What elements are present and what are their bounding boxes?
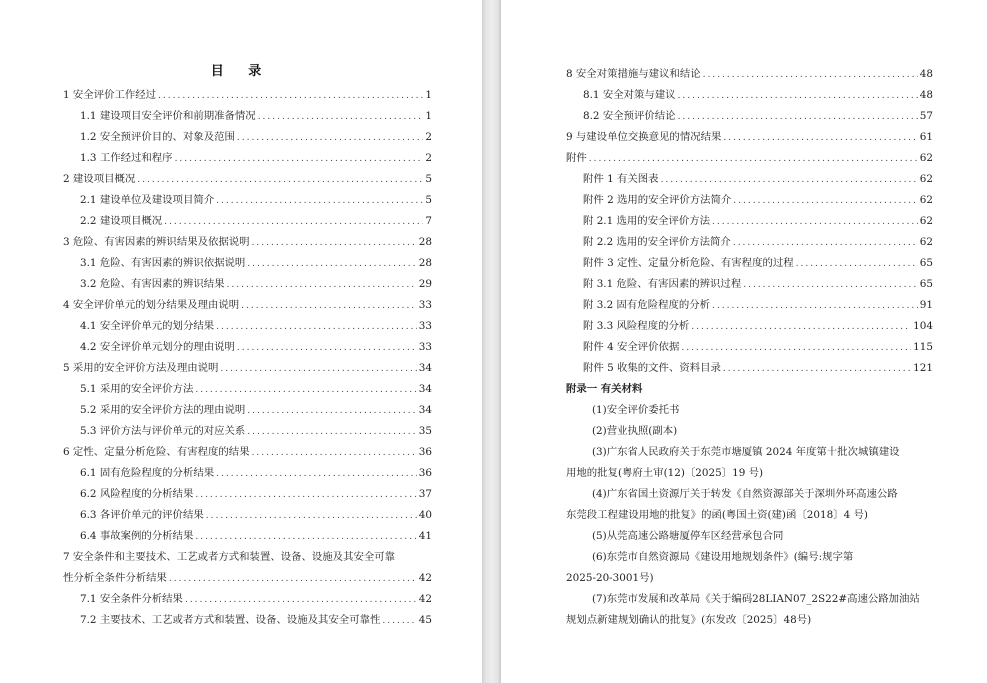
toc-leader-dots: [258, 107, 424, 127]
toc-leader-dots: [247, 254, 416, 274]
toc-leader-dots: [661, 170, 918, 190]
toc-entry[interactable]: [566, 337, 933, 358]
appendix-item-line: (7)东莞市发展和改革局《关于编码28LIAN07_2S22#高速公路加油站: [592, 593, 920, 605]
toc-entry-label: 3 危险、有害因素的辨识结果及依据说明: [63, 236, 250, 248]
toc-page-number: 1: [425, 89, 432, 101]
toc-page-number: 45: [418, 614, 432, 626]
toc-entry-label: 7.1 安全条件分析结果: [80, 593, 183, 605]
toc-leader-dots: [252, 443, 417, 463]
toc-page-number: 121: [913, 362, 933, 374]
toc-leader-dots: [227, 275, 417, 295]
toc-leader-dots: [195, 527, 416, 547]
toc-entry-wrapped-line[interactable]: 7 安全条件和主要技术、工艺或者方式和装置、设备、设施及其安全可靠: [63, 551, 396, 563]
toc-entry[interactable]: [566, 190, 933, 211]
toc-entry-label: 附 2.2 选用的安全评价方法简介: [583, 236, 731, 248]
toc-entry-label: 附件 5 收集的文件、资料目录: [583, 362, 721, 374]
toc-entry-label: 附 3.1 危险、有害因素的辨识过程: [583, 278, 742, 290]
toc-page-number: 62: [919, 152, 933, 164]
toc-page-number: 2: [425, 152, 432, 164]
toc-leader-dots: [723, 128, 917, 148]
toc-page-number: 33: [418, 320, 432, 332]
toc-entry[interactable]: [63, 169, 432, 190]
toc-entry-label: 5.3 评价方法与评价单元的对应关系: [80, 425, 246, 437]
toc-entry-label: 7.2 主要技术、工艺或者方式和装置、设备、设施及其安全可靠性: [80, 614, 381, 626]
toc-leader-dots: [703, 65, 918, 85]
toc-leader-dots: [723, 359, 911, 379]
toc-entry[interactable]: [566, 358, 933, 379]
toc-entry[interactable]: [63, 232, 432, 253]
toc-entry[interactable]: [566, 64, 933, 85]
toc-leader-dots: [206, 506, 417, 526]
toc-entry-label: 1.3 工作经过和程序: [80, 152, 173, 164]
toc-page-number: 1: [425, 110, 432, 122]
toc-leader-dots: [733, 191, 917, 211]
toc-leader-dots: [589, 149, 918, 169]
toc-leader-dots: [796, 254, 918, 274]
toc-entry-label: 8 安全对策措施与建议和结论: [566, 68, 701, 80]
toc-page-number: 104: [913, 320, 933, 332]
toc-entry-label: 附 2.1 选用的安全评价方法: [583, 215, 711, 227]
appendix-item-line: (2)营业执照(副本): [592, 425, 678, 437]
toc-entry[interactable]: [63, 442, 432, 463]
appendix-item-line: (4)广东省国土资源厅关于转发《自然资源部关于深圳外环高速公路: [592, 488, 898, 500]
toc-page-number: 91: [919, 299, 933, 311]
toc-leader-dots: [195, 485, 416, 505]
toc-entry[interactable]: [63, 379, 432, 400]
toc-page-number: 42: [418, 593, 432, 605]
toc-page-number: 29: [418, 278, 432, 290]
toc-entry-label: 性分析全条件分析结果: [63, 572, 167, 584]
toc-entry[interactable]: [63, 85, 432, 106]
toc-page-number: 35: [418, 425, 432, 437]
appendix-item-line: 规划点新建规划确认的批复》(东发改〔2025〕48号): [566, 614, 812, 626]
toc-entry-label: 附件 4 安全评价依据: [583, 341, 680, 353]
toc-leader-dots: [185, 590, 417, 610]
toc-entry[interactable]: [566, 148, 933, 169]
toc-leader-dots: [247, 401, 416, 421]
toc-leader-dots: [216, 317, 417, 337]
toc-page-number: 2: [425, 131, 432, 143]
toc-entry-label: 5.1 采用的安全评价方法: [80, 383, 194, 395]
toc-left-column: [63, 85, 432, 631]
toc-leader-dots: [137, 170, 423, 190]
toc-entry-label: 1 安全评价工作经过: [63, 89, 157, 101]
toc-leader-dots: [169, 569, 417, 589]
toc-leader-dots: [712, 212, 918, 232]
toc-entry[interactable]: [63, 526, 432, 547]
toc-entry[interactable]: [63, 337, 432, 358]
toc-entry-label: 1.1 建设项目安全评价和前期准备情况: [80, 110, 256, 122]
toc-entry-label: 6.3 各评价单元的评价结果: [80, 509, 204, 521]
toc-entry-label: 8.2 安全预评价结论: [583, 110, 676, 122]
toc-right-column: [566, 64, 933, 631]
toc-entry-label: 6.1 固有危险程度的分析结果: [80, 467, 215, 479]
toc-page-number: 61: [919, 131, 933, 143]
toc-entry[interactable]: [63, 148, 432, 169]
toc-leader-dots: [216, 464, 417, 484]
toc-leader-dots: [247, 422, 416, 442]
toc-page-number: 34: [418, 362, 432, 374]
toc-page-number: 33: [418, 299, 432, 311]
toc-page-number: 65: [919, 257, 933, 269]
toc-page-number: 5: [425, 194, 432, 206]
toc-entry-label: 5 采用的安全评价方法及理由说明: [63, 362, 219, 374]
toc-page-number: 36: [418, 467, 432, 479]
toc-entry[interactable]: [63, 211, 432, 232]
page-gutter: [482, 0, 501, 683]
toc-entry[interactable]: [566, 127, 933, 148]
toc-entry-label: 附件 2 选用的安全评价方法简介: [583, 194, 732, 206]
toc-page-number: 48: [919, 89, 933, 101]
toc-entry-label: 附件 3 定性、定量分析危险、有害程度的过程: [583, 257, 794, 269]
toc-leader-dots: [237, 128, 423, 148]
toc-page-number: 62: [919, 173, 933, 185]
toc-page-number: 7: [425, 215, 432, 227]
toc-page-number: 65: [919, 278, 933, 290]
toc-entry[interactable]: [566, 211, 933, 232]
toc-page-number: 62: [919, 236, 933, 248]
toc-entry[interactable]: [63, 400, 432, 421]
toc-entry-label: 2.2 建设项目概况: [80, 215, 163, 227]
toc-title: 目 录: [210, 64, 272, 79]
toc-entry-label: 6 定性、定量分析危险、有害程度的结果: [63, 446, 250, 458]
toc-entry[interactable]: [63, 484, 432, 505]
toc-entry[interactable]: [63, 190, 432, 211]
toc-page-number: 34: [418, 383, 432, 395]
toc-entry[interactable]: [63, 568, 432, 589]
toc-entry[interactable]: [63, 316, 432, 337]
toc-entry-label: 附 3.3 风险程度的分析: [583, 320, 690, 332]
toc-leader-dots: [158, 86, 423, 106]
toc-leader-dots: [681, 338, 911, 358]
toc-page-number: 57: [919, 110, 933, 122]
toc-entry-label: 6.4 事故案例的分析结果: [80, 530, 194, 542]
toc-leader-dots: [237, 338, 417, 358]
toc-page-number: 28: [418, 257, 432, 269]
toc-entry[interactable]: [63, 421, 432, 442]
toc-entry[interactable]: [566, 274, 933, 295]
toc-page-number: 34: [418, 404, 432, 416]
toc-entry[interactable]: [63, 505, 432, 526]
appendix-item-line: 用地的批复(粤府土审(12)〔2025〕19 号): [566, 467, 764, 479]
toc-entry-label: 附件 1 有关图表: [583, 173, 659, 185]
toc-entry[interactable]: [566, 253, 933, 274]
toc-entry-label: 附 3.2 固有危险程度的分析: [583, 299, 711, 311]
toc-entry[interactable]: [63, 106, 432, 127]
toc-entry[interactable]: [63, 610, 432, 631]
toc-entry[interactable]: [63, 127, 432, 148]
toc-page-number: 5: [425, 173, 432, 185]
toc-entry-label: 2 建设项目概况: [63, 173, 136, 185]
toc-page-number: 28: [418, 236, 432, 248]
toc-entry[interactable]: [566, 169, 933, 190]
toc-leader-dots: [220, 359, 416, 379]
toc-leader-dots: [216, 191, 423, 211]
appendix-heading: 附录一 有关材料: [566, 383, 643, 395]
appendix-item-line: (1)安全评价委托书: [592, 404, 680, 416]
toc-entry-label: 5.2 采用的安全评价方法的理由说明: [80, 404, 246, 416]
appendix-item-line: (6)东莞市自然资源局《建设用地规划条件》(编号:规字第: [592, 551, 854, 563]
toc-entry-label: 9 与建设单位交换意见的情况结果: [566, 131, 722, 143]
toc-leader-dots: [712, 296, 918, 316]
appendix-item-line: 2025-20-3001号): [566, 572, 654, 584]
toc-entry-label: 3.1 危险、有害因素的辨识依据说明: [80, 257, 246, 269]
toc-leader-dots: [382, 611, 416, 631]
toc-leader-dots: [743, 275, 918, 295]
toc-entry[interactable]: [63, 274, 432, 295]
toc-entry[interactable]: [63, 358, 432, 379]
toc-page-number: 62: [919, 194, 933, 206]
toc-entry[interactable]: [63, 295, 432, 316]
toc-page-number: 62: [919, 215, 933, 227]
toc-leader-dots: [678, 107, 918, 127]
toc-page-number: 37: [418, 488, 432, 500]
toc-leader-dots: [195, 380, 416, 400]
toc-entry[interactable]: [63, 463, 432, 484]
toc-page-number: 42: [418, 572, 432, 584]
toc-entry[interactable]: [566, 232, 933, 253]
toc-leader-dots: [252, 233, 417, 253]
toc-page-number: 41: [418, 530, 432, 542]
toc-leader-dots: [733, 233, 918, 253]
toc-entry-label: 4 安全评价单元的划分结果及理由说明: [63, 299, 240, 311]
toc-leader-dots: [691, 317, 911, 337]
toc-leader-dots: [175, 149, 424, 169]
toc-page-number: 48: [919, 68, 933, 80]
appendix-item-line: (5)从莞高速公路塘厦停车区经营承包合同: [592, 530, 784, 542]
toc-page-number: 40: [418, 509, 432, 521]
appendix-item-line: (3)广东省人民政府关于东莞市塘厦镇 2024 年度第十批次城镇建设: [592, 446, 900, 458]
toc-entry[interactable]: [566, 295, 933, 316]
toc-entry-label: 4.2 安全评价单元划分的理由说明: [80, 341, 235, 353]
toc-entry[interactable]: [566, 85, 933, 106]
toc-entry[interactable]: [63, 253, 432, 274]
toc-page-number: 36: [418, 446, 432, 458]
toc-entry-label: 4.1 安全评价单元的划分结果: [80, 320, 215, 332]
toc-entry-label: 8.1 安全对策与建议: [583, 89, 676, 101]
toc-page-number: 115: [913, 341, 933, 353]
toc-leader-dots: [164, 212, 423, 232]
toc-entry-label: 1.2 安全预评价目的、对象及范围: [80, 131, 235, 143]
appendix-item-line: 东莞段工程建设用地的批复》的函(粤国土资(建)函〔2018〕4 号): [566, 509, 868, 521]
toc-entry-label: 附件: [566, 152, 587, 164]
toc-entry[interactable]: [63, 589, 432, 610]
toc-entry[interactable]: [566, 316, 933, 337]
toc-entry-label: 2.1 建设单位及建设项目简介: [80, 194, 215, 206]
toc-entry-label: 6.2 风险程度的分析结果: [80, 488, 194, 500]
toc-entry-label: 3.2 危险、有害因素的辨识结果: [80, 278, 225, 290]
toc-leader-dots: [678, 86, 918, 106]
toc-page-number: 33: [418, 341, 432, 353]
toc-leader-dots: [241, 296, 417, 316]
toc-entry[interactable]: [566, 106, 933, 127]
